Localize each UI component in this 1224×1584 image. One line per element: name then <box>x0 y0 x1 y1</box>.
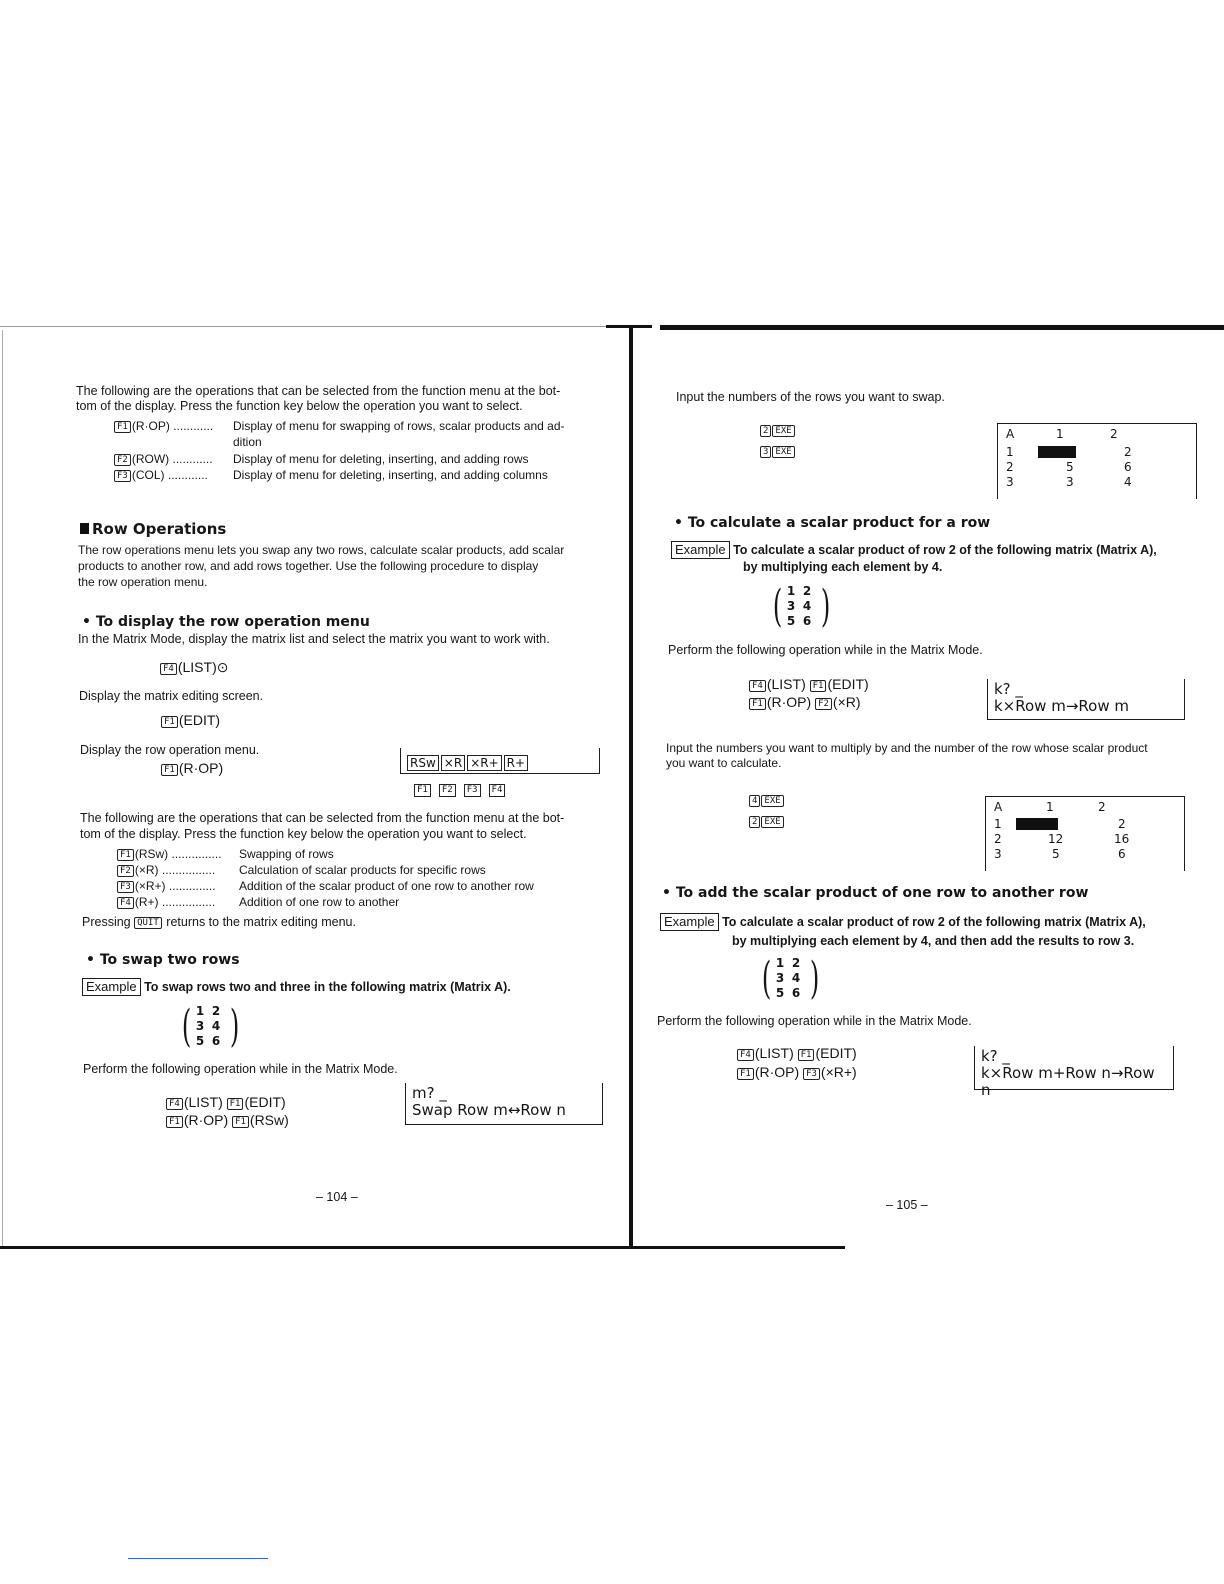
result-row: 1 2 <box>994 817 1126 831</box>
f4-softkey-icon: F4 <box>489 784 506 797</box>
exe-key-icon: EXE <box>772 446 794 458</box>
softkey-row <box>414 779 513 797</box>
result-row: 2 5 6 <box>1006 460 1132 474</box>
f4-key-icon: F4 <box>166 1098 183 1110</box>
add-example-2: by multiplying each element by 4, and then add the results to row 3. <box>732 934 1135 948</box>
softmenu-xr: ×R <box>441 755 465 771</box>
down-arrow-key-icon: ⊙ <box>216 659 229 675</box>
input-multiply-2: you want to calculate. <box>666 756 782 770</box>
lcd-prompt: k? _ <box>981 1047 1010 1065</box>
f1-key-icon: F1 <box>810 680 827 692</box>
lcd-operation: k×Row m+Row n→Row n <box>981 1064 1155 1099</box>
f4-key-icon: F4 <box>749 680 766 692</box>
matrix-a-right <box>772 581 833 632</box>
f4-key-icon: F4 <box>117 897 134 909</box>
scalar-example-1: Example To calculate a scalar product of row 2 of the following matrix (Matrix A), <box>671 541 1157 559</box>
pressing-quit-note: Pressing QUIT returns to the matrix editing menu. <box>82 915 356 929</box>
cursor-highlight <box>1016 818 1058 830</box>
exe-key-icon: EXE <box>772 425 794 437</box>
f3-softkey-icon: F3 <box>464 784 481 797</box>
softmenu-rsw: RSw <box>407 755 439 771</box>
f1-key-icon: F1 <box>166 1116 183 1128</box>
f1-key-icon: F1 <box>232 1116 249 1128</box>
left-page-top-rule <box>0 326 612 327</box>
bottom-rule <box>0 1246 845 1249</box>
menu2-desc: Calculation of scalar products for specific rows <box>239 863 486 877</box>
f1-key-icon: F1 <box>749 698 766 710</box>
row-ops-line-3: the row operation menu. <box>78 575 208 589</box>
menu2-item: F4 (R+) ................ <box>117 895 215 910</box>
matrix-row: 1 2 <box>195 1004 221 1018</box>
square-bullet-icon <box>80 523 89 534</box>
multiply-result-screen <box>985 796 1185 871</box>
add-keys-line-1: F4 (LIST) F1 (EDIT) <box>737 1044 857 1062</box>
menu2-item: F3 (×R+) .............. <box>117 879 216 894</box>
f1-key-icon: F1 <box>161 764 178 776</box>
f3-key-icon: F3 <box>117 881 134 893</box>
perform-instruction: Perform the following operation while in the Matrix Mode. <box>657 1014 972 1028</box>
perform-instruction: Perform the following operation while in the Matrix Mode. <box>668 643 983 657</box>
menu1-desc-cont: dition <box>233 435 262 449</box>
add-heading: • To add the scalar product of one row to another row <box>662 885 1089 901</box>
example-label: Example <box>660 913 719 931</box>
input-multiply-1: Input the numbers you want to multiply by and the number of the row whose scalar product <box>666 741 1148 755</box>
scalar-keys-line-1: F4 (LIST) F1 (EDIT) <box>749 675 869 693</box>
perform-instruction: Perform the following operation while in the Matrix Mode. <box>83 1062 398 1076</box>
f1-key-icon: F1 <box>114 421 131 433</box>
step2-label: Display the matrix editing screen. <box>79 689 264 703</box>
menu2-desc: Swapping of rows <box>239 847 334 861</box>
swap-result-screen <box>997 423 1197 499</box>
f1-key-icon: F1 <box>737 1068 754 1080</box>
display-menu-intro: In the Matrix Mode, display the matrix list and select the matrix you want to work with. <box>78 632 550 646</box>
f1-key-icon: F1 <box>798 1049 815 1061</box>
f1-key-icon: F1 <box>161 716 178 728</box>
f3-key-icon: F3 <box>114 470 131 482</box>
left-paren-icon: ( <box>772 581 783 632</box>
swap-example: Example To swap rows two and three in the following matrix (Matrix A). <box>82 978 511 996</box>
matrix-row: 5 6 <box>195 1034 221 1048</box>
page-number-104: – 104 – <box>316 1190 358 1204</box>
f2-key-icon: F2 <box>815 698 832 710</box>
matrix-row: 1 2 <box>786 584 812 598</box>
step3-keys: F1 (R·OP) <box>161 759 223 777</box>
matrix-row: 5 6 <box>786 614 812 628</box>
menu1-item: F1 (R·OP) ............ <box>114 419 213 434</box>
f3-key-icon: F3 <box>803 1068 820 1080</box>
lcd-operation: Swap Row m↔Row n <box>412 1101 566 1119</box>
menu2-desc: Addition of one row to another <box>239 895 400 909</box>
result-header: A 1 2 <box>1006 427 1118 441</box>
exe-key-icon: EXE <box>761 816 783 828</box>
matrix-row: 3 4 <box>775 971 801 985</box>
digit-2-key-icon: 2 <box>760 425 771 437</box>
softmenu-xrplus: ×R+ <box>467 755 501 771</box>
swap-lcd <box>405 1083 603 1125</box>
menu2-desc: Addition of the scalar product of one row to another row <box>239 879 534 893</box>
f2-softkey-icon: F2 <box>439 784 456 797</box>
step2-keys: F1 (EDIT) <box>161 711 220 729</box>
scalar-lcd <box>987 679 1185 720</box>
page-number-105: – 105 – <box>886 1198 928 1212</box>
f2-key-icon: F2 <box>114 454 131 466</box>
scalar-example-2: by multiplying each element by 4. <box>743 560 943 574</box>
row-ops-line-2: products to another row, and add rows together. Use the following procedure to display <box>78 559 539 573</box>
right-paren-icon: ) <box>809 953 820 1004</box>
swap-entry-keys <box>760 421 796 460</box>
menu1-desc: Display of menu for deleting, inserting, and adding columns <box>233 468 548 482</box>
ops-intro-2: tom of the display. Press the function key below the operation you want to select. <box>80 827 527 841</box>
digit-3-key-icon: 3 <box>760 446 771 458</box>
left-paren-icon: ( <box>761 953 772 1004</box>
row-operations-title: Row Operations <box>80 520 226 539</box>
exe-key-icon: EXE <box>761 795 783 807</box>
f2-key-icon: F2 <box>117 865 134 877</box>
example-label: Example <box>82 978 141 996</box>
menu1-item: F2 (ROW) ............ <box>114 452 213 467</box>
cursor-highlight <box>1038 446 1076 458</box>
matrix-row: 5 6 <box>775 986 801 1000</box>
f1-key-icon: F1 <box>227 1098 244 1110</box>
f4-key-icon: F4 <box>160 663 177 675</box>
example-label: Example <box>671 541 730 559</box>
menu2-item: F1 (RSw) ............... <box>117 847 222 862</box>
add-lcd <box>974 1046 1174 1099</box>
f1-key-icon: F1 <box>117 849 134 861</box>
multiply-entry-keys <box>749 791 785 830</box>
menu1-desc: Display of menu for deleting, inserting, and adding rows <box>233 452 529 466</box>
right-page-top-rule <box>660 325 1224 330</box>
row-ops-line-1: The row operations menu lets you swap any two rows, calculate scalar products, add scalar <box>78 543 565 557</box>
gutter-line <box>629 328 633 1248</box>
bottom-blue-line <box>128 1558 268 1559</box>
result-row: 1 2 <box>1006 445 1132 459</box>
matrix-row: 3 4 <box>786 599 812 613</box>
left-edge-line <box>2 330 3 1246</box>
swap-keys-line-2: F1 (R·OP) F1 (RSw) <box>166 1111 289 1129</box>
digit-4-key-icon: 4 <box>749 795 760 807</box>
swap-keys-line-1: F4 (LIST) F1 (EDIT) <box>166 1093 286 1111</box>
result-row: 3 3 4 <box>1006 475 1132 489</box>
row-op-menu-lcd <box>400 748 600 774</box>
result-header: A 1 2 <box>994 800 1106 814</box>
lcd-prompt: k? _ <box>994 680 1023 698</box>
menu2-item: F2 (×R) ................ <box>117 863 215 878</box>
menu1-item: F3 (COL) ............ <box>114 468 208 483</box>
ops-intro-1: The following are the operations that can be selected from the function menu at the bot- <box>80 811 565 825</box>
scalar-keys-line-2: F1 (R·OP) F2 (×R) <box>749 693 861 711</box>
f1-softkey-icon: F1 <box>414 784 431 797</box>
add-example-1: Example To calculate a scalar product of row 2 of the following matrix (Matrix A), <box>660 913 1146 931</box>
scalar-heading: • To calculate a scalar product for a row <box>674 515 991 531</box>
input-swap-text: Input the numbers of the rows you want to swap. <box>676 390 945 404</box>
intro-line-1: The following are the operations that can be selected from the function menu at the bot- <box>76 384 561 398</box>
add-keys-line-2: F1 (R·OP) F3 (×R+) <box>737 1063 857 1081</box>
lcd-prompt: m? _ <box>412 1084 447 1102</box>
result-row: 2 12 16 <box>994 832 1130 846</box>
right-paren-icon: ) <box>820 581 831 632</box>
intro-line-2: tom of the display. Press the function key below the operation you want to select. <box>76 399 523 413</box>
matrix-row: 1 2 <box>775 956 801 970</box>
matrix-a-add <box>761 953 822 1004</box>
step3-label: Display the row operation menu. <box>80 743 260 757</box>
swap-heading: • To swap two rows <box>86 952 240 968</box>
quit-key-icon: QUIT <box>134 917 162 929</box>
left-paren-icon: ( <box>181 1001 192 1052</box>
matrix-a-left <box>181 1001 242 1052</box>
lcd-operation: k×Row m→Row m <box>994 697 1129 715</box>
digit-2-key-icon: 2 <box>749 816 760 828</box>
step1-keys: F4 (LIST)⊙ <box>160 658 228 676</box>
menu1-desc: Display of menu for swapping of rows, scalar products and ad- <box>233 419 565 433</box>
right-paren-icon: ) <box>229 1001 240 1052</box>
softmenu-rplus: R+ <box>504 755 528 771</box>
matrix-row: 3 4 <box>195 1019 221 1033</box>
f4-key-icon: F4 <box>737 1049 754 1061</box>
result-row: 3 5 6 <box>994 847 1126 861</box>
display-menu-heading: • To display the row operation menu <box>82 614 370 630</box>
